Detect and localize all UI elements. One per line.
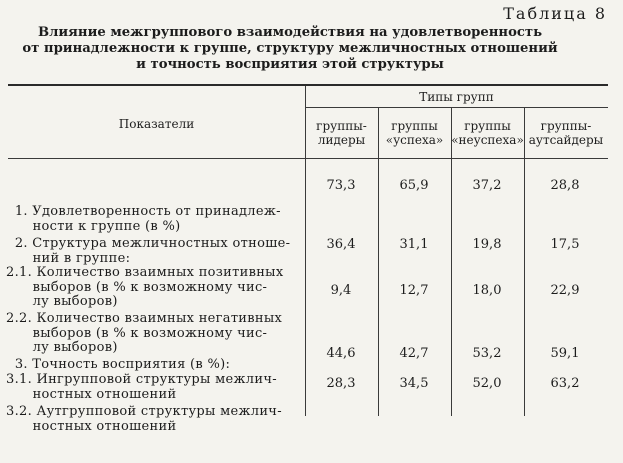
column-divider	[378, 107, 379, 416]
header-bottom-rule	[8, 158, 608, 159]
cell-value: 37,2	[472, 178, 502, 193]
table-row-label: 2.2. Количество взаимных негативных выборов (в % к возможному чис- лу выборов)	[6, 311, 283, 355]
caption-line: и точность восприятия этой структуры	[136, 57, 444, 72]
caption-line: от принадлежности к группе, структуру межличностных отношений	[22, 41, 558, 56]
cell-value: 36,4	[326, 237, 356, 252]
table-row-label: 1. Удовлетворенность от принадлеж- ности к группе (в %)	[6, 204, 281, 234]
caption-line: Влияние межгруппового взаимодействия на удовлетворенность	[37, 25, 543, 40]
cell-value: 17,5	[550, 237, 580, 252]
cell-value: 34,5	[399, 376, 429, 391]
cell-value: 28,8	[550, 178, 580, 193]
indicators-header: Показатели	[118, 117, 195, 131]
table-row-label: 2.1. Количество взаимных позитивных выборов (в % к возможному чис- лу выборов)	[6, 265, 284, 309]
cell-value: 52,0	[472, 376, 502, 391]
cell-value: 9,4	[330, 283, 352, 298]
column-header-failure: группы «неуспеха»	[451, 119, 524, 147]
cell-value: 59,1	[550, 346, 580, 361]
cell-value: 44,6	[326, 346, 356, 361]
table-number: Таблица 8	[503, 4, 607, 23]
column-divider	[524, 107, 525, 416]
cell-value: 73,3	[326, 178, 356, 193]
group-types-rule	[305, 107, 608, 108]
cell-value: 28,3	[326, 376, 356, 391]
cell-value: 22,9	[550, 283, 580, 298]
cell-value: 12,7	[399, 283, 429, 298]
table-top-rule	[8, 84, 608, 86]
cell-value: 19,8	[472, 237, 502, 252]
cell-value: 65,9	[399, 178, 429, 193]
cell-value: 42,7	[399, 346, 429, 361]
table-row-label: 3.2. Аутгрупповой структуры межлич- ностных отношений	[6, 404, 282, 434]
column-header-outsiders: группы- аутсайдеры	[528, 119, 604, 147]
column-divider	[451, 107, 452, 416]
cell-value: 63,2	[550, 376, 580, 391]
cell-value: 53,2	[472, 346, 502, 361]
column-header-leaders: группы- лидеры	[316, 119, 367, 147]
table-row-label: 2. Структура межличностных отноше- ний в группе:	[6, 236, 291, 266]
table-row-label: 3. Точность восприятия (в %):	[6, 357, 231, 372]
group-types-header: Типы групп	[419, 90, 494, 104]
cell-value: 18,0	[472, 283, 502, 298]
column-header-success: группы «успеха»	[385, 119, 444, 147]
table-row-label: 3.1. Ингрупповой структуры межлич- ностных отношений	[6, 372, 277, 402]
table-caption	[0, 25, 580, 73]
cell-value: 31,1	[399, 237, 429, 252]
